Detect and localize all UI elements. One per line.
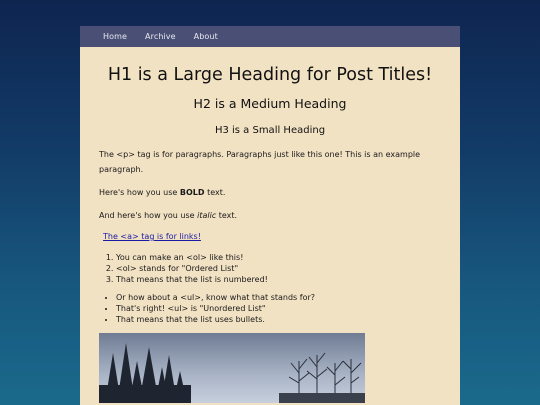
paragraph-italic [99,208,441,223]
unordered-list-item: • Or how about a <ul>, know what that stands for? [116,292,441,303]
unordered-list-item: • That's right! <ul> is "Unordered List" [116,303,441,314]
heading-h2: H2 is a Medium Heading [193,96,347,111]
nav-archive-link[interactable]: Archive [145,32,176,41]
bold-text: BOLD [179,188,205,197]
example-link[interactable]: The <a> tag is for links! [103,232,201,241]
paragraph-intro: The <p> tag is for paragraphs. Paragraphs just like this one! This is an example paragraph. [99,150,421,174]
unordered-list-item: • That means that the list uses bullets. [116,314,441,325]
photo-image [99,333,365,403]
page-container [80,26,460,405]
heading-h3: H3 is a Small Heading [214,125,326,136]
nav-home-link[interactable]: Home [103,32,128,41]
winter-trees-photo [99,333,365,403]
unordered-list [99,292,441,325]
post-title-h1: H1 is a Large Heading for Post Titles! [107,65,433,85]
nav-about-link[interactable]: About [193,32,218,41]
paragraph-bold [99,185,441,200]
ordered-list [99,252,441,285]
ordered-list-item: 3. That means that the list is numbered! [116,274,441,285]
ordered-list-item: 2. <ol> stands for "Ordered List" [116,263,441,274]
bold-text-before: Here's how you use [99,188,180,197]
top-nav [80,26,460,47]
post-content [80,64,460,403]
bold-text-after: text. [204,188,226,197]
italic-text-before: And here's how you use [99,211,198,220]
italic-text: italic [197,211,217,220]
ordered-list-item: 1. You can make an <ol> like this! [116,252,441,263]
link-paragraph [103,231,441,243]
italic-text-after: text. [216,211,238,220]
